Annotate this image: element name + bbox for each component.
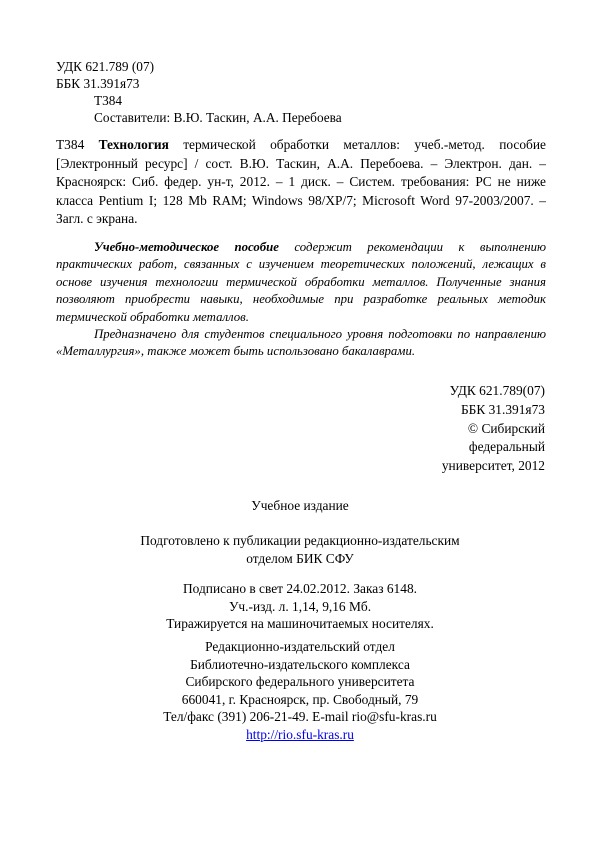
publisher-line-3: Сибирского федерального университета (185, 674, 415, 690)
biblio-code: Т384 (56, 137, 85, 152)
publisher-line-2: Библиотечно-издательского комплекса (190, 656, 410, 672)
copyright-udk: УДК 621.789(07) (449, 383, 545, 398)
udk-code: УДК 621.789 (07) (56, 59, 155, 74)
address-line: 660041, г. Красноярск, пр. Свободный, 79 (181, 691, 419, 707)
copyright-line-2: федеральный (468, 439, 545, 455)
media-line: Тиражируется на машиночитаемых носителях. (166, 616, 434, 632)
bbk-code: ББК 31.391я73 (56, 76, 140, 91)
abstract-lead: Учебно-методическое пособие (94, 240, 279, 254)
volume-line: Уч.-изд. л. 1,14, 9,16 Мб. (228, 598, 372, 614)
bibliographic-record (56, 136, 546, 229)
abstract-paragraph-1 (56, 239, 546, 326)
edition-type-text: Учебное издание (251, 498, 349, 513)
copyright-block (400, 382, 545, 476)
edition-type (0, 497, 600, 515)
copyright-bbk: ББК 31.391я73 (460, 401, 545, 417)
prepared-line-2: отделом БИК СФУ (246, 550, 354, 566)
copyright-line-3: университет, 2012 (441, 458, 545, 474)
signed-line: Подписано в свет 24.02.2012. Заказ 6148. (182, 581, 417, 596)
biblio-title: Технология (98, 137, 169, 152)
prepared-line-1: Подготовлено к публикации редакционно-издательским (140, 533, 460, 548)
publisher-line-1: Редакционно-издательский отдел (205, 639, 395, 654)
prepared-block (0, 532, 600, 567)
compilers-line: Составители: В.Ю. Таскин, А.А. Перебоева (94, 110, 342, 125)
abstract-p1-text: содержит рекомендации к выполнению практических работ, связанных с изучением теоретических положений, лежащих в основе изучения технологии термической обработки металлов. Полученные знания позволяют приобрести навыки, необходимые при разработке реальных методик термической обработки металлов. (56, 240, 546, 324)
copyright-line-1: © Сибирский (467, 420, 545, 436)
abstract-paragraph-2: Предназначено для студентов специального уровня подготовки по направлению «Металлургия», также может быть использовано бакалаврами. (56, 327, 546, 359)
author-mark: Т384 (94, 93, 123, 108)
biblio-text: термической обработки металлов: учеб.-метод. пособие [Электронный ресурс] / сост. В.Ю. Таскин, А.А. Перебоева. – Электрон. дан. – Красноярск: Сиб. федер. ун-т, 2012. – 1 диск. – Систем. требования: PC не ниже класса Pentium I; 128 Mb RAM; Windows 98/XP/7; Microsoft Word 97-2003/2007. – Загл. с экрана. (56, 137, 546, 227)
publication-details (0, 580, 600, 633)
website-link[interactable]: http://rio.sfu-kras.ru (246, 726, 354, 742)
contacts-line: Тел/факс (391) 206-21-49. E-mail rio@sfu-kras.ru (163, 709, 437, 725)
publisher-block (0, 638, 600, 744)
abstract (56, 239, 546, 361)
